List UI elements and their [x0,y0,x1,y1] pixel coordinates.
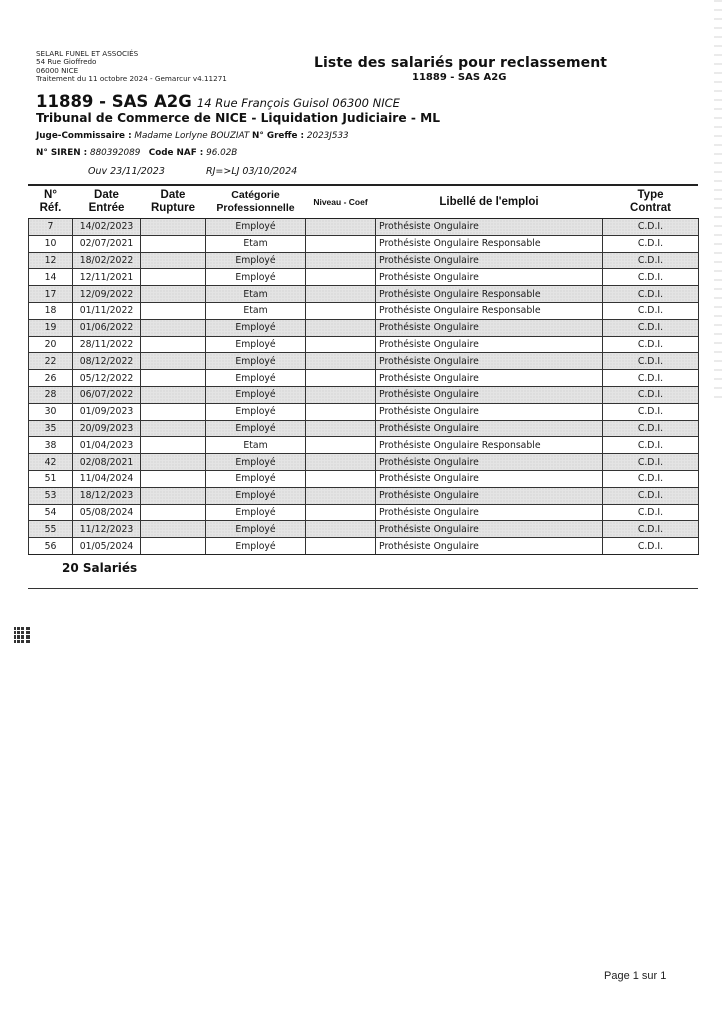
cell-date-rupture [141,420,206,437]
header-date-rupture: Date Rupture [141,186,206,219]
cell-ref: 51 [29,470,73,487]
sender-block [36,50,227,84]
juge-line [36,131,349,141]
cell-ref: 30 [29,403,73,420]
cell-date-entree: 05/08/2024 [73,504,141,521]
header-ref: N° Réf. [29,186,73,219]
cell-date-entree: 01/06/2022 [73,319,141,336]
cell-categorie: Etam [206,302,306,319]
cell-date-rupture [141,336,206,353]
cell-date-entree: 05/12/2022 [73,370,141,387]
summary-rule [28,588,698,589]
cell-libelle: Prothésiste Ongulaire [376,454,603,471]
table-header-row [29,186,699,219]
cell-type-contrat: C.D.I. [603,219,699,236]
cell-niveau-coef [306,403,376,420]
cell-categorie: Employé [206,521,306,538]
cell-categorie: Employé [206,219,306,236]
cell-niveau-coef [306,319,376,336]
cell-ref: 20 [29,336,73,353]
cell-date-entree: 01/04/2023 [73,437,141,454]
cell-niveau-coef [306,370,376,387]
cell-date-rupture [141,538,206,555]
cell-date-rupture [141,437,206,454]
cell-type-contrat: C.D.I. [603,454,699,471]
table-row [29,487,699,504]
cell-niveau-coef [306,252,376,269]
cell-date-entree: 18/02/2022 [73,252,141,269]
cell-date-rupture [141,286,206,303]
greffe-label: N° Greffe : [252,131,305,141]
cell-date-entree: 12/09/2022 [73,286,141,303]
cell-ref: 35 [29,420,73,437]
cell-ref: 42 [29,454,73,471]
cell-type-contrat: C.D.I. [603,235,699,252]
siren-line [36,148,237,158]
company-id-name: 11889 - SAS A2G [36,92,192,111]
barcode-code-text [12,655,22,715]
cell-type-contrat: C.D.I. [603,538,699,555]
cell-date-rupture [141,370,206,387]
cell-niveau-coef [306,538,376,555]
table-row [29,521,699,538]
tribunal-line: Tribunal de Commerce de NICE - Liquidation Judiciaire - ML [36,111,441,125]
cell-ref: 7 [29,219,73,236]
cell-date-rupture [141,235,206,252]
cell-libelle: Prothésiste Ongulaire [376,538,603,555]
cell-date-entree: 20/09/2023 [73,420,141,437]
cell-libelle: Prothésiste Ongulaire [376,470,603,487]
header-niveau-coef: Niveau - Coef [306,186,376,219]
table-row [29,386,699,403]
table-row [29,252,699,269]
cell-libelle: Prothésiste Ongulaire Responsable [376,302,603,319]
cell-date-entree: 18/12/2023 [73,487,141,504]
cell-ref: 18 [29,302,73,319]
cell-date-entree: 14/02/2023 [73,219,141,236]
cell-niveau-coef [306,235,376,252]
employee-table [28,186,699,555]
cell-date-entree: 02/07/2021 [73,235,141,252]
cell-libelle: Prothésiste Ongulaire [376,504,603,521]
cell-type-contrat: C.D.I. [603,286,699,303]
datamatrix-barcode-icon [14,627,30,643]
cell-type-contrat: C.D.I. [603,353,699,370]
cell-type-contrat: C.D.I. [603,437,699,454]
cell-type-contrat: C.D.I. [603,386,699,403]
cell-libelle: Prothésiste Ongulaire Responsable [376,235,603,252]
cell-ref: 12 [29,252,73,269]
cell-niveau-coef [306,487,376,504]
cell-niveau-coef [306,437,376,454]
cell-date-entree: 01/09/2023 [73,403,141,420]
cell-date-entree: 11/04/2024 [73,470,141,487]
naf-value: 96.02B [206,148,238,158]
cell-libelle: Prothésiste Ongulaire [376,353,603,370]
company-heading [36,92,400,111]
cell-categorie: Employé [206,386,306,403]
cell-niveau-coef [306,353,376,370]
table-row [29,504,699,521]
cell-ref: 56 [29,538,73,555]
cell-ref: 17 [29,286,73,303]
cell-date-entree: 01/05/2024 [73,538,141,555]
document-title: Liste des salariés pour reclassement [314,55,608,71]
cell-categorie: Employé [206,319,306,336]
juge-label: Juge-Commissaire : [36,131,132,141]
cell-categorie: Employé [206,353,306,370]
cell-ref: 22 [29,353,73,370]
cell-date-rupture [141,504,206,521]
cell-niveau-coef [306,521,376,538]
table-row [29,286,699,303]
cell-ref: 38 [29,437,73,454]
juge-value: Madame Lorlyne BOUZIAT [134,131,250,141]
page-number: Page 1 sur 1 [604,970,667,982]
cell-date-entree: 01/11/2022 [73,302,141,319]
cell-date-entree: 11/12/2023 [73,521,141,538]
siren-value: 880392089 [89,148,141,158]
opening-date: Ouv 23/11/2023 [88,166,165,177]
cell-libelle: Prothésiste Ongulaire [376,336,603,353]
cell-libelle: Prothésiste Ongulaire [376,487,603,504]
cell-categorie: Employé [206,336,306,353]
cell-categorie: Employé [206,538,306,555]
cell-date-entree: 28/11/2022 [73,336,141,353]
cell-niveau-coef [306,269,376,286]
table-row [29,403,699,420]
cell-categorie: Employé [206,370,306,387]
cell-type-contrat: C.D.I. [603,420,699,437]
cell-date-rupture [141,403,206,420]
cell-niveau-coef [306,336,376,353]
cell-ref: 55 [29,521,73,538]
cell-categorie: Employé [206,487,306,504]
table-row [29,235,699,252]
cell-ref: 10 [29,235,73,252]
cell-niveau-coef [306,504,376,521]
cell-type-contrat: C.D.I. [603,370,699,387]
cell-niveau-coef [306,454,376,471]
cell-date-rupture [141,470,206,487]
cell-libelle: Prothésiste Ongulaire [376,370,603,387]
cell-ref: 53 [29,487,73,504]
table-row [29,319,699,336]
table-row [29,336,699,353]
cell-ref: 28 [29,386,73,403]
cell-libelle: Prothésiste Ongulaire [376,252,603,269]
cell-date-rupture [141,487,206,504]
cell-categorie: Employé [206,504,306,521]
table-row [29,302,699,319]
table-row [29,219,699,236]
cell-date-rupture [141,302,206,319]
processing-info: Traitement du 11 octobre 2024 - Gemarcur v4.11271 [36,74,227,84]
siren-label: N° SIREN : [36,148,88,158]
cell-niveau-coef [306,470,376,487]
table-row [29,437,699,454]
cell-libelle: Prothésiste Ongulaire [376,219,603,236]
cell-type-contrat: C.D.I. [603,302,699,319]
cell-date-rupture [141,521,206,538]
document-subtitle: 11889 - SAS A2G [412,72,507,83]
cell-niveau-coef [306,386,376,403]
cell-type-contrat: C.D.I. [603,521,699,538]
cell-date-entree: 06/07/2022 [73,386,141,403]
sender-street: 54 Rue Gioffredo [36,57,97,67]
cell-categorie: Employé [206,403,306,420]
cell-date-rupture [141,252,206,269]
cell-date-rupture [141,319,206,336]
greffe-value: 2023J533 [306,131,349,141]
cell-type-contrat: C.D.I. [603,470,699,487]
cell-type-contrat: C.D.I. [603,504,699,521]
table-row [29,353,699,370]
cell-libelle: Prothésiste Ongulaire [376,403,603,420]
table-row [29,538,699,555]
cell-libelle: Prothésiste Ongulaire [376,269,603,286]
cell-niveau-coef [306,219,376,236]
cell-niveau-coef [306,302,376,319]
cell-date-rupture [141,269,206,286]
cell-libelle: Prothésiste Ongulaire [376,386,603,403]
table-row [29,470,699,487]
cell-libelle: Prothésiste Ongulaire Responsable [376,437,603,454]
cell-libelle: Prothésiste Ongulaire [376,420,603,437]
cell-date-entree: 08/12/2022 [73,353,141,370]
cell-categorie: Employé [206,252,306,269]
cell-date-entree: 02/08/2021 [73,454,141,471]
cell-date-rupture [141,353,206,370]
cell-type-contrat: C.D.I. [603,336,699,353]
cell-type-contrat: C.D.I. [603,319,699,336]
cell-niveau-coef [306,420,376,437]
table-row [29,370,699,387]
cell-type-contrat: C.D.I. [603,269,699,286]
cell-categorie: Employé [206,269,306,286]
cell-libelle: Prothésiste Ongulaire Responsable [376,286,603,303]
cell-type-contrat: C.D.I. [603,252,699,269]
naf-label: Code NAF : [148,148,204,158]
sender-city: 06000 NICE [36,65,79,75]
cell-libelle: Prothésiste Ongulaire [376,319,603,336]
scan-edge-marks [714,0,722,400]
employee-count: 20 Salariés [62,561,138,575]
cell-ref: 14 [29,269,73,286]
header-date-entree: Date Entrée [73,186,141,219]
cell-libelle: Prothésiste Ongulaire [376,521,603,538]
cell-categorie: Etam [206,235,306,252]
cell-date-entree: 12/11/2021 [73,269,141,286]
cell-categorie: Employé [206,420,306,437]
cell-type-contrat: C.D.I. [603,403,699,420]
cell-categorie: Etam [206,286,306,303]
cell-date-rupture [141,454,206,471]
header-type-contrat: Type Contrat [603,186,699,219]
cell-niveau-coef [306,286,376,303]
cell-categorie: Employé [206,470,306,487]
conversion-date: RJ=>LJ 03/10/2024 [206,166,298,177]
header-libelle: Libellé de l'emploi [376,186,603,219]
table-row [29,269,699,286]
company-address: 14 Rue François Guisol 06300 NICE [196,96,400,110]
cell-categorie: Employé [206,454,306,471]
sender-name: SELARL FUNEL ET ASSOCIÉS [36,49,139,58]
table-row [29,420,699,437]
cell-date-rupture [141,219,206,236]
cell-ref: 26 [29,370,73,387]
cell-ref: 19 [29,319,73,336]
cell-date-rupture [141,386,206,403]
cell-ref: 54 [29,504,73,521]
cell-type-contrat: C.D.I. [603,487,699,504]
table-row [29,454,699,471]
header-categorie: Catégorie Professionnelle [206,186,306,219]
cell-categorie: Etam [206,437,306,454]
employee-table-body [29,219,699,555]
